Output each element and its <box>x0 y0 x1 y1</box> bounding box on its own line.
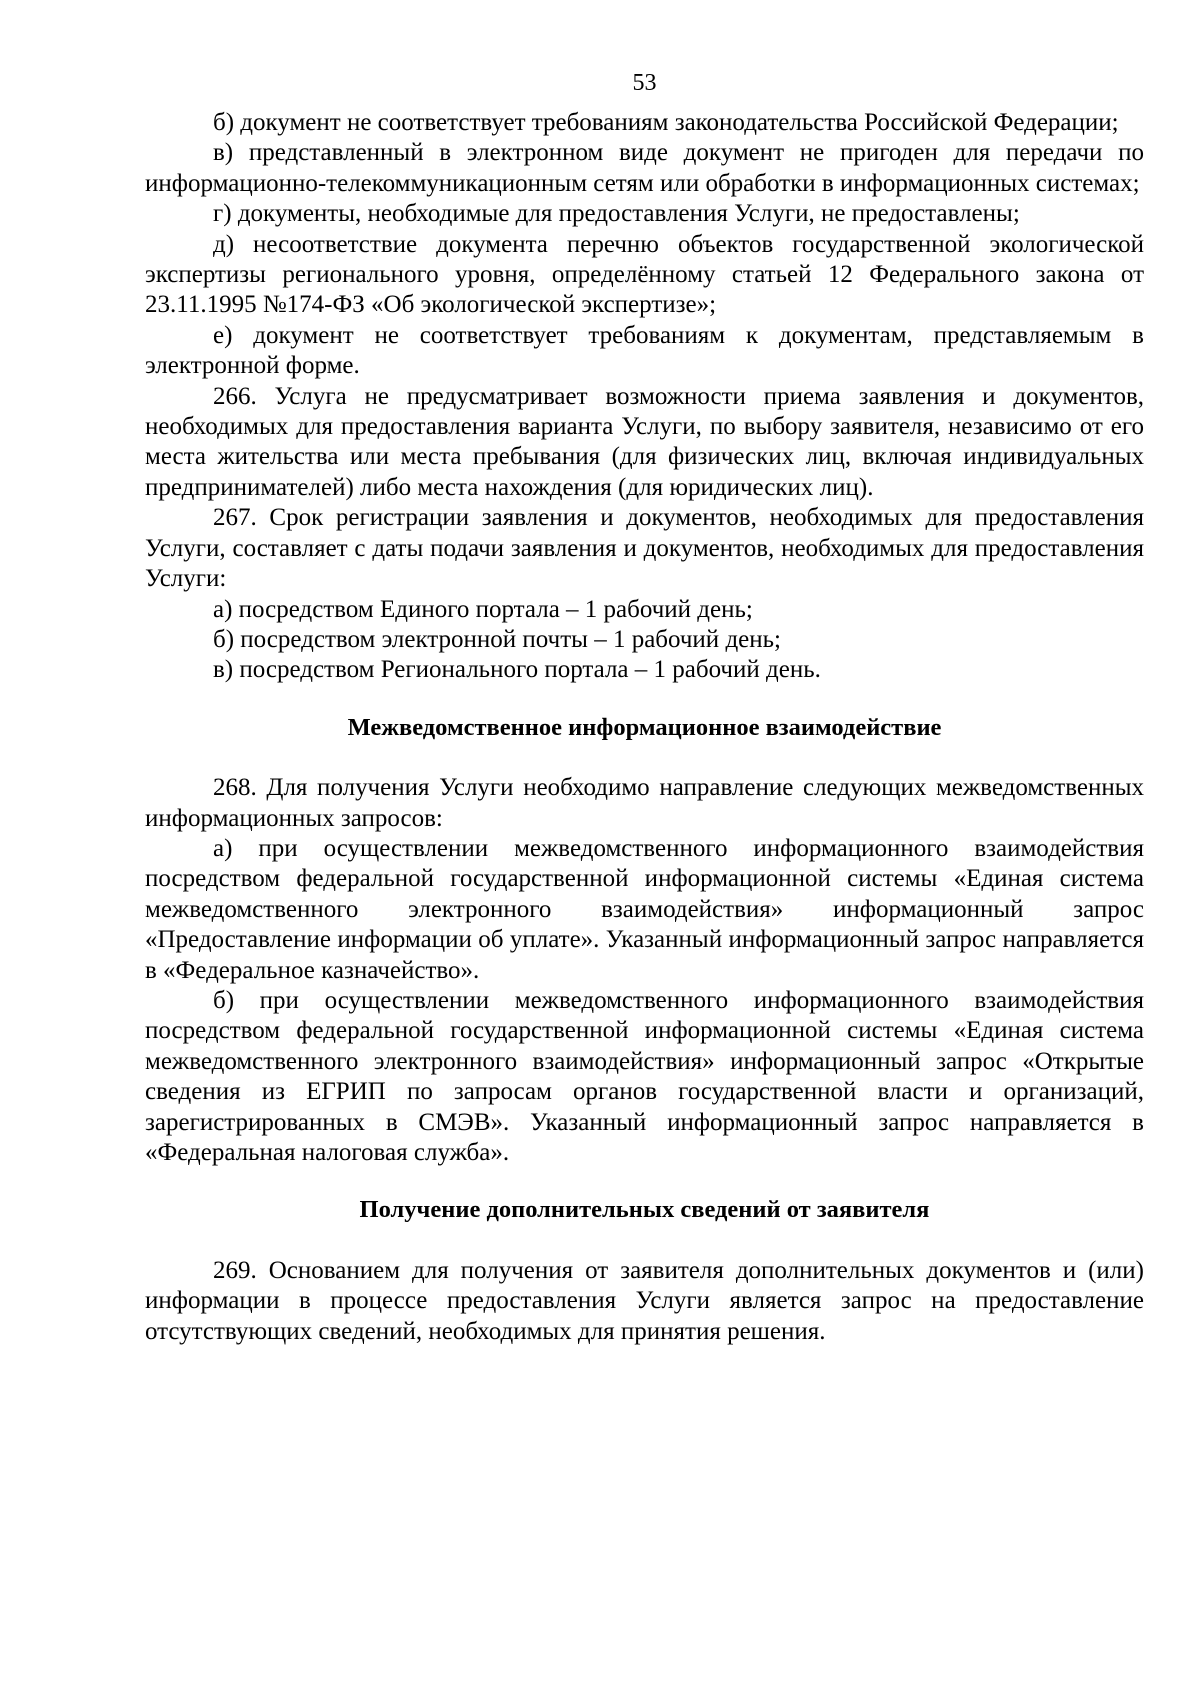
paragraph-267-a: а) посредством Единого портала – 1 рабочий день; <box>213 595 753 623</box>
paragraph-266: 266. Услуга не предусматривает возможности приема заявления и документов, необходимых для предоставления варианта Услуги, по выбору заявителя, независимо от его места жительства или места пребывания (для физических лиц, включая индивидуальных предпринимателей) либо места нахождения (для юридических лиц). <box>145 382 1144 501</box>
page-number: 53 <box>632 70 657 96</box>
paragraph-267-v: в) посредством Регионального портала – 1 рабочий день. <box>213 656 821 684</box>
paragraph-v-electronic: в) представленный в электронном виде документ не пригоден для передачи по информационно-телекоммуникационным сетям или обработки в информационных системах; <box>145 139 1144 197</box>
paragraph-268-a: а) при осуществлении межведомственного информационного взаимодействия посредством федеральной государственной информационной системы «Единая система межведомственного электронного взаимодействия» информационный запрос «Предоставление информации об уплате». Указанный информационный запрос направляется в «Федеральное казначейство». <box>145 834 1144 984</box>
paragraph-268-b: б) при осуществлении межведомственного информационного взаимодействия посредством федеральной государственной информационной системы «Единая система межведомственного электронного взаимодействия» информационный запрос «Открытые сведения из ЕГРИП по запросам органов государственной власти и организаций, зарегистрированных в СМЭВ». Указанный информационный запрос направляется в «Федеральная налоговая служба». <box>145 986 1144 1166</box>
section-heading-additional-info: Получение дополнительных сведений от заявителя <box>359 1196 930 1224</box>
paragraph-e-requirements: е) документ не соответствует требованиям к документам, представляемым в электронной форме. <box>145 321 1144 380</box>
paragraph-g-documents: г) документы, необходимые для предоставления Услуги, не предоставлены; <box>213 200 1020 228</box>
paragraph-d-mismatch: д) несоответствие документа перечню объектов государственной экологической экспертизы регионального уровня, определённому статьей 12 Федерального закона от 23.11.1995 №174-ФЗ «Об экологической экспертизе»; <box>145 230 1144 319</box>
paragraph-b-law: б) документ не соответствует требованиям законодательства Российской Федерации; <box>213 109 1119 136</box>
section-heading-interagency: Межведомственное информационное взаимодействие <box>347 713 942 741</box>
paragraph-269: 269. Основанием для получения от заявителя дополнительных документов и (или) информации в процессе предоставления Услуги является запрос на предоставление отсутствующих сведений, необходимых для принятия решения. <box>145 1256 1144 1345</box>
paragraph-268: 268. Для получения Услуги необходимо направление следующих межведомственных информационных запросов: <box>145 774 1144 832</box>
paragraph-267-b: б) посредством электронной почты – 1 рабочий день; <box>213 625 781 653</box>
body-text <box>145 108 1144 1347</box>
paragraph-267: 267. Срок регистрации заявления и документов, необходимых для предоставления Услуги, составляет с даты подачи заявления и документов, необходимых для предоставления Услуги: <box>145 504 1144 593</box>
